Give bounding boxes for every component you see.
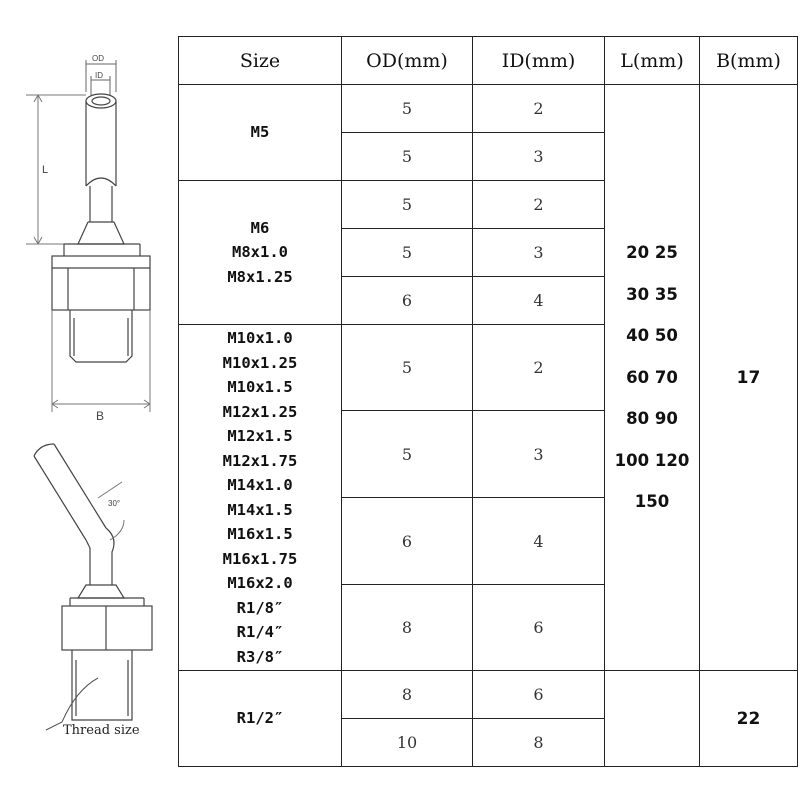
id-cell: 6 (473, 585, 605, 671)
length-label: L (42, 164, 49, 176)
size-value: M5 (250, 123, 270, 142)
size-value: M16x1.5 (227, 525, 293, 543)
table-row (179, 85, 798, 133)
b-value-large: 22 (700, 671, 798, 767)
id-cell: 2 (473, 85, 605, 133)
fitting-diagram (0, 0, 178, 800)
size-value: R1/8″ (236, 598, 284, 617)
width-dimension (52, 310, 150, 412)
size-value: M10x1.0 (227, 329, 293, 347)
size-value: M12x1.75 (222, 451, 298, 470)
id-cell: 2 (473, 325, 605, 411)
thread-size-label: Thread size (63, 723, 140, 738)
id-cell: 2 (473, 181, 605, 229)
id-cell: 4 (473, 277, 605, 325)
id-cell: 8 (473, 719, 605, 767)
length-value: 150 (634, 492, 670, 512)
size-group-r1-2 (179, 671, 342, 767)
length-value: 100 120 (614, 450, 690, 470)
size-value: M8x1.0 (232, 243, 288, 262)
size-value: R1/2″ (236, 709, 284, 728)
size-value: M14x1.5 (227, 500, 293, 519)
size-value: M8x1.25 (227, 267, 293, 286)
size-value: M10x1.5 (227, 378, 293, 396)
size-value: M12x1.5 (227, 427, 293, 445)
table-row (179, 671, 798, 719)
size-group-m10-r3-8 (179, 325, 342, 671)
size-value: M16x2.0 (227, 574, 293, 592)
od-cell: 5 (342, 181, 473, 229)
header-length: L(mm) (605, 37, 700, 85)
id-cell: 3 (473, 229, 605, 277)
size-value: M16x1.75 (222, 549, 298, 568)
od-cell: 8 (342, 671, 473, 719)
length-value: 60 70 (626, 367, 678, 387)
header-od: OD(mm) (342, 37, 473, 85)
id-cell: 3 (473, 133, 605, 181)
header-size: Size (179, 37, 342, 85)
angle-label: 30° (108, 499, 121, 508)
id-cell: 3 (473, 411, 605, 498)
size-group-m5 (179, 85, 342, 181)
od-label: OD (92, 54, 104, 63)
od-cell: 5 (342, 85, 473, 133)
length-value: 20 25 (626, 243, 678, 263)
size-group-m6-m8 (179, 181, 342, 325)
od-cell: 8 (342, 585, 473, 671)
od-cell: 6 (342, 498, 473, 585)
od-cell: 6 (342, 277, 473, 325)
od-cell: 5 (342, 411, 473, 498)
size-value: M6 (250, 218, 270, 237)
length-dimension (26, 95, 86, 244)
id-cell: 4 (473, 498, 605, 585)
length-options (605, 85, 700, 671)
width-label: B (96, 409, 105, 423)
size-value: R3/8″ (236, 647, 284, 666)
header-id: ID(mm) (473, 37, 605, 85)
length-empty (605, 671, 700, 767)
id-label: ID (95, 71, 103, 80)
length-value: 80 90 (626, 409, 678, 429)
straight-nozzle (52, 94, 150, 362)
table-header-row (179, 37, 798, 85)
id-cell: 6 (473, 671, 605, 719)
size-value: M10x1.25 (222, 353, 298, 372)
spec-table (178, 36, 798, 767)
size-value: R1/4″ (236, 623, 284, 641)
fitting-drawing (0, 0, 178, 800)
od-cell: 10 (342, 719, 473, 767)
bent-nozzle (34, 444, 152, 730)
length-value: 30 35 (626, 284, 678, 304)
od-cell: 5 (342, 325, 473, 411)
size-value: M12x1.25 (222, 402, 298, 421)
od-cell: 5 (342, 133, 473, 181)
header-b: B(mm) (700, 37, 798, 85)
b-value-small: 17 (700, 85, 798, 671)
od-cell: 5 (342, 229, 473, 277)
length-value: 40 50 (626, 326, 678, 346)
size-value: M14x1.0 (227, 476, 293, 494)
